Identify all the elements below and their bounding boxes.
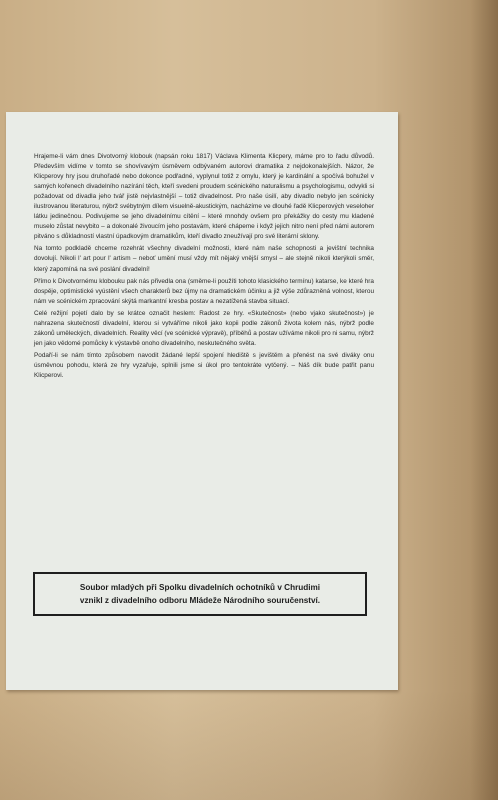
ensemble-notice-box — [33, 572, 367, 616]
album-page-bottom-shade — [0, 690, 498, 800]
notice-line-1: Soubor mladých při Spolku divadelních ochotníků v Chrudimi — [79, 583, 321, 592]
paragraph-closing: Podaří-li se nám tímto způsobem navodit žádané lepší spojení hlediště s jevištěm a přenést na své diváky onu úsměvnou pohodu, která ze hry vyzařuje, splnili jsme si úkol pro tentokráte vytčený. – Náš dík bude patřit panu Klicperovi. — [34, 351, 374, 379]
notice-line-2: vznikl z divadelního odboru Mládeže Národního souručenství. — [79, 596, 321, 605]
pasted-program-sheet — [6, 112, 398, 690]
paragraph-possibilities: Na tomto podkladě chceme rozehrát všechny divadelní možnosti, které nám naše schopnosti a jevištní technika dovolují. Nikoli l' art pour l' artism – neboť umění musí vždy mít nějaký vnější smysl – ale stejně nikoli kterýkoli směr, který zapomíná na své poslání divadelní! — [34, 245, 374, 273]
program-text — [34, 152, 374, 383]
album-page-edge-shadow — [470, 0, 498, 800]
paragraph-direction: Celé režijní pojetí dalo by se krátce označit heslem: Radost ze hry. «Skutečnost» (nebo vjako skutečnost») je nahrazena skutečností divadelní, kterou si vytváříme nikoli jako kopii podle zákonů života kolem nás, nýbrž podle zákonů uměleckých, divadelních. Reality věcí (ve scénické výpravě), příběhů a postav užíváme nikoli pro ni samu, nýbrž jen jako vědomé pomůcky k výstavbě onoho divadelního, neskutečného světa. — [34, 309, 374, 347]
paragraph-katarse: Přímo k Divotvornému klobouku pak nás přivedla ona (směme-li použíti tohoto klasického termínu) katarse, ke které hra dospěje, optimistické vyústění všech charakterů bez újmy na dramatickém účinku a již výše zdůrazněná volnost, kterou nám ve scénickém zpracování skýtá markantní kresba postav a nezatížená stavba situací. — [34, 277, 374, 305]
paragraph-intro: Hrajeme-li vám dnes Divotvorný klobouk (napsán roku 1817) Václava Klimenta Klicpery, máme pro to řadu důvodů. Především vidíme v tomto se shovívavým úsměvem odbývaném autorovi dramatika z nejdokonalejších. Názor, že Klicperovy hry jsou druhořadé nebo dokonce podřadné, vyplynul totiž z omylu, který je kardinální a spočívá bohužel v samých kořenech divadelního nazírání těch, kteří svedeni proudem scénického naturalismu a psychologismu, odvykli si požadovat od divadla jeho tvář jistě nejvlastnější – totiž divadelnost. Pro naše úsilí, aby divadlo nebylo jen scénicky ilustrovanou literaturou, nýbrž svébytným dílem visuelně-akustickým, nacházíme ve dlouhé řadě Klicperových veseloher látku jedinečnou. Podivujeme se jeho divadelnímu cítění – které mnohdy ovšem pro překážky do cesty mu kladené muselo zůstat nevybito – a dokonalé živoucím jeho postavám, které chápeme i když jejich nitro není před námi autorem pitváno s důkladností vlastní úpadkovým dramatikům, kteří divadlo zneužívají pro své literární sklony. — [34, 153, 374, 241]
